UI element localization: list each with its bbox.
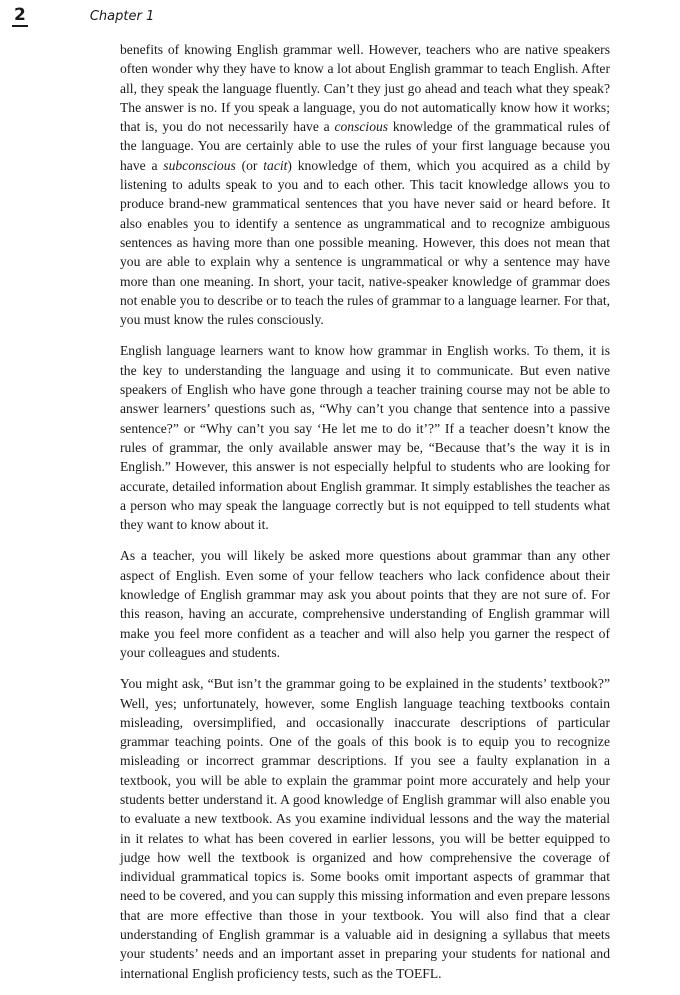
body-text xyxy=(120,40,610,995)
paragraph-4: You might ask, “But isn’t the grammar going to be explained in the students’ textbook?” Well, yes; unfortunately, however, some English language teaching textbooks contain misleading, oversimplified, and occasionally inaccurate descriptions of particular grammar teaching points. One of the goals of this book is to equip you to recognize misleading or incorrect grammar descriptions. If you see a faulty explanation in a textbook, you will be able to explain the grammar point more accurately and help your students better understand it. A good knowledge of English grammar will also enable you to evaluate a new textbook. As you examine individual lessons and the way the material in it relates to what has been covered in earlier lessons, you will be better equipped to judge how well the textbook is organized and how comprehensive the coverage of individual grammatical topics is. Some books omit important aspects of grammar that need to be covered, and you can supply this missing information and even prepare lessons that are more effective than those in your textbook. You will also find that a clear understanding of English grammar is a valuable aid in designing a syllabus that meets your students’ needs and an important asset in preparing your students for national and international English proficiency tests, such as the TOEFL. xyxy=(120,676,610,981)
paragraph-2: English language learners want to know how grammar in English works. To them, it is the key to understanding the language and using it to communicate. But even native speakers of English who have gone through a teacher training course may not be able to answer learners’ questions such as, “Why can’t you change that sentence into a passive sentence?” or “Why can’t you say ‘He let me to do it’?” If a teacher doesn’t know the rules of grammar, the only available answer may be, “Because that’s the way it is in English.” However, this answer is not especially helpful to students who are looking for accurate, detailed information about English grammar. It simply establishes the teacher as a person who may speak the language correctly but is not equipped to tell students what they want to know about it. xyxy=(120,343,610,533)
paragraph-1: benefits of knowing English grammar well. However, teachers who are native speakers often wonder why they have to know a lot about English grammar to teach English. After all, they speak the language fluently. Can’t they just go ahead and teach what they speak? The answer is no. If you speak a language, you do not automatically know how it works; that is, you do not necessarily have a conscious knowledge of the grammatical rules of the language. You are certainly able to use the rules of your first language because you have a subconscious (or tacit) knowledge of them, which you acquired as a child by listening to adults speak to you and to each other. This tacit knowledge allows you to produce brand-new grammatical sentences that you have never said or heard before. It also enables you to identify a sentence as ungrammatical and to recognize ambiguous sentences as having more than one possible meaning. However, this does not mean that you are able to explain why a sentence is ungrammatical or why a sentence may have more than one meaning. In short, your tacit, native-speaker knowledge of grammar does not enable you to describe or to teach the rules of grammar to a language learner. For that, you must know the rules consciously. xyxy=(120,42,610,328)
running-head xyxy=(12,6,154,27)
paragraph-3: As a teacher, you will likely be asked more questions about grammar than any other aspect of English. Even some of your fellow teachers who lack confidence about their knowledge of English grammar may ask you about points that they are not sure of. For this reason, having an accurate, comprehensive understanding of English grammar will make you feel more confident as a teacher and will also help you garner the respect of your colleagues and students. xyxy=(120,548,610,660)
chapter-label: Chapter 1 xyxy=(89,9,155,24)
page-number: 2 xyxy=(14,5,26,25)
